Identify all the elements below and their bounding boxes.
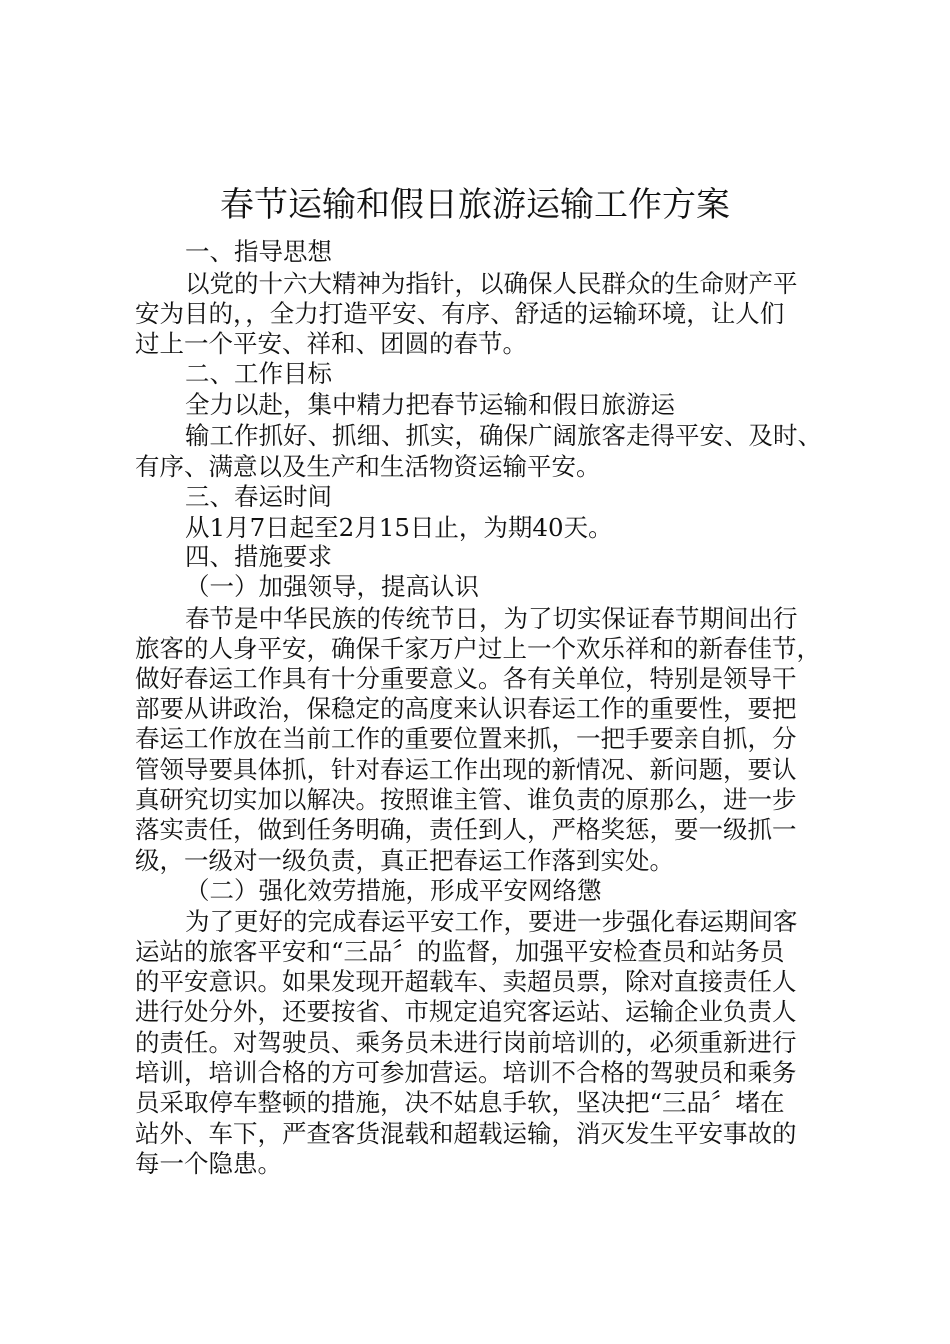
- paragraph-line: 部要从讲政治，保稳定的高度来认识春运工作的重要性，要把: [135, 694, 797, 723]
- heading-measures: 四、措施要求: [185, 542, 332, 571]
- paragraph-line: 输工作抓好、抓细、抓实，确保广阔旅客走得平安、及时、: [185, 421, 822, 450]
- subheading-strengthen-leadership: （一）加强领导，提高认识: [185, 572, 479, 601]
- paragraph-line: 有序、满意以及生产和生活物资运输平安。: [135, 452, 601, 481]
- paragraph-line: 站外、车下，严查客货混载和超载运输，消灭发生平安事故的: [135, 1119, 797, 1148]
- paragraph-line: 级，一级对一级负责，真正把春运工作落到实处。: [135, 846, 674, 875]
- paragraph-line: 培训，培训合格的方可参加营运。培训不合格的驾驶员和乘务: [135, 1058, 797, 1087]
- paragraph-line: 员采取停车整顿的措施，决不姑息手软，坚决把“三品〞堵在: [135, 1088, 785, 1117]
- paragraph-line: 真研究切实加以解决。按照谁主管、谁负责的原那么，进一步: [135, 785, 797, 814]
- paragraph-line: 落实责任，做到任务明确，责任到人，严格奖惩，要一级抓一: [135, 815, 797, 844]
- subheading-service-measures: （二）强化效劳措施，形成平安网络懲: [185, 876, 602, 905]
- document-title: 春节运输和假日旅游运输工作方案: [220, 185, 730, 225]
- paragraph-line: 的平安意识。如果发现开超载车、卖超员票，除对直接责任人: [135, 967, 797, 996]
- paragraph-line: 进行处分外，还要按省、市规定追究客运站、运输企业负责人: [135, 997, 797, 1026]
- paragraph-line: 运站的旅客平安和“三品〞的监督，加强平安检查员和站务员: [135, 937, 785, 966]
- paragraph-line: 从1月7日起至2月15日止，为期40天。: [185, 513, 613, 542]
- paragraph-line: 每一个隐患。: [135, 1149, 282, 1178]
- paragraph-line: 过上一个平安、祥和、团圆的春节。: [135, 329, 527, 358]
- heading-guiding-thought: 一、指导思想: [185, 237, 332, 266]
- paragraph-line: 管领导要具体抓，针对春运工作出现的新情况、新问题，要认: [135, 755, 797, 784]
- paragraph-line: 全力以赴，集中精力把春节运输和假日旅游运: [185, 390, 675, 419]
- paragraph-line: 春节是中华民族的传统节日，为了切实保证春节期间出行: [185, 604, 798, 633]
- paragraph-line: 以党的十六大精神为指针，以确保人民群众的生命财产平: [185, 269, 798, 298]
- paragraph-line: 的责任。对驾驶员、乘务员未进行岗前培训的，必须重新进行: [135, 1028, 797, 1057]
- paragraph-line: 安为目的，，全力打造平安、有序、舒适的运输环境，让人们: [135, 299, 785, 328]
- paragraph-line: 春运工作放在当前工作的重要位置来抓，一把手要亲自抓，分: [135, 724, 797, 753]
- paragraph-line: 为了更好的完成春运平安工作，要进一步强化春运期间客: [185, 907, 798, 936]
- heading-work-goal: 二、工作目标: [185, 359, 332, 388]
- heading-spring-transport-time: 三、春运时间: [185, 482, 332, 511]
- paragraph-line: 旅客的人身平安，确保千家万户过上一个欢乐祥和的新春佳节，: [135, 634, 821, 663]
- paragraph-line: 做好春运工作具有十分重要意义。各有关单位，特别是领导干: [135, 664, 797, 693]
